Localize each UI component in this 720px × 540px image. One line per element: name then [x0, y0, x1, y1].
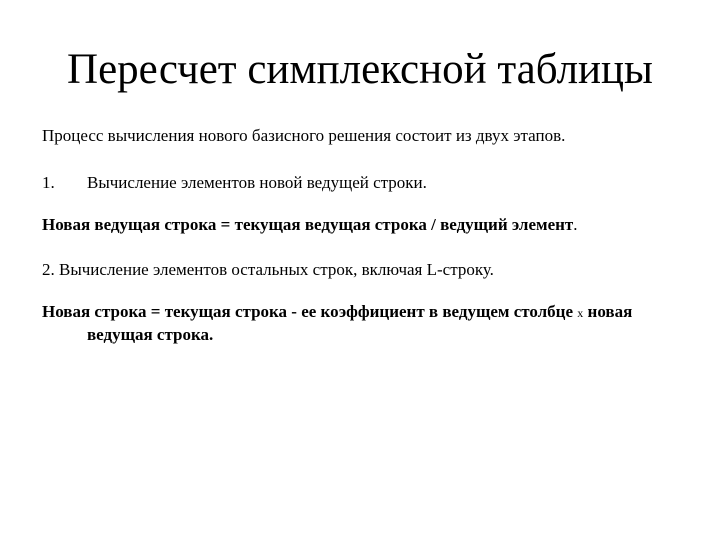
step-1-text: Вычисление элементов новой ведущей строки.: [87, 173, 427, 192]
multiply-sign: х: [577, 306, 584, 320]
other-rows-formula-line-1: [42, 301, 682, 324]
other-rows-formula-part-2: новая: [587, 302, 633, 321]
other-rows-formula-part-1: Новая строка = текущая строка - ее коэффициент в ведущем столбце: [42, 302, 574, 321]
other-rows-formula: [42, 301, 682, 345]
pivot-row-formula: [42, 214, 578, 235]
step-2-text: 2. Вычисление элементов остальных строк, включая L-строку.: [42, 260, 494, 279]
pivot-row-formula-end: .: [573, 215, 578, 234]
other-rows-formula-line-2: ведущая строка.: [87, 325, 214, 344]
pivot-row-formula-text: Новая ведущая строка = текущая ведущая строка / ведущий элемент: [42, 215, 574, 234]
intro-text: Процесс вычисления нового базисного решения состоит из двух этапов.: [42, 126, 566, 145]
step-1-item: [42, 172, 427, 193]
slide-title: Пересчет симплексной таблицы: [67, 46, 653, 93]
step-1-number: 1.: [42, 173, 55, 192]
